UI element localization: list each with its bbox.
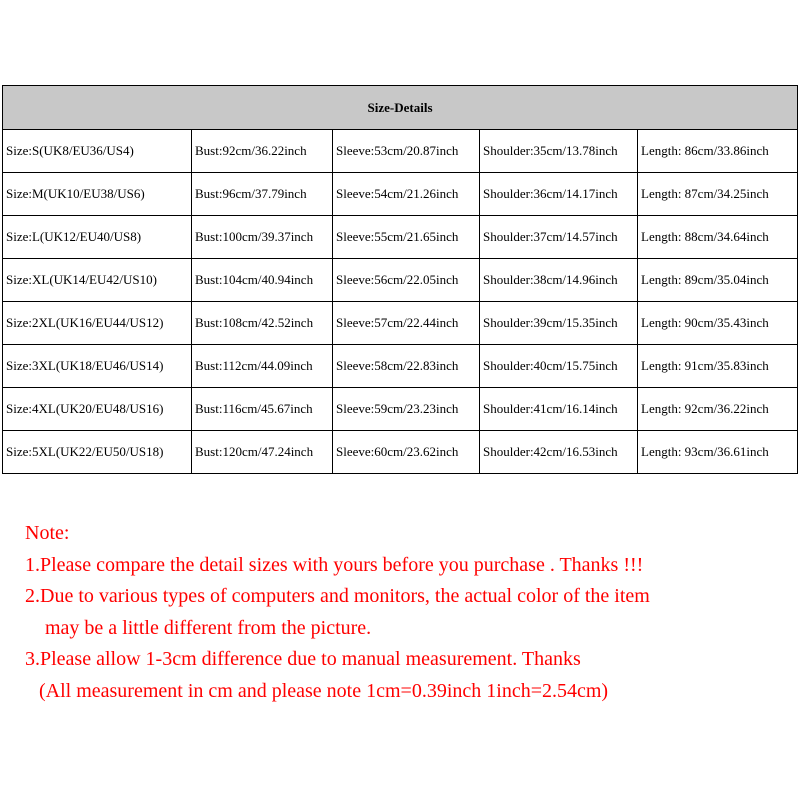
shoulder-cell: Shoulder:38cm/14.96inch (480, 259, 638, 302)
size-cell: Size:4XL(UK20/EU48/US16) (3, 388, 192, 431)
table-row (3, 388, 798, 431)
note-line-3: 3.Please allow 1-3cm difference due to manual measurement. Thanks (25, 648, 581, 670)
sleeve-cell: Sleeve:56cm/22.05inch (333, 259, 480, 302)
length-cell: Length: 87cm/34.25inch (638, 173, 798, 216)
table-row (3, 345, 798, 388)
bust-cell: Bust:92cm/36.22inch (192, 130, 333, 173)
table-row (3, 173, 798, 216)
note-line-4: (All measurement in cm and please note 1cm=0.39inch 1inch=2.54cm) (39, 679, 609, 702)
note-line-1: 1.Please compare the detail sizes with yours before you purchase . Thanks !!! (25, 553, 644, 576)
shoulder-cell: Shoulder:41cm/16.14inch (480, 388, 638, 431)
size-cell: Size:L(UK12/EU40/US8) (3, 216, 192, 259)
shoulder-cell: Shoulder:42cm/16.53inch (480, 431, 638, 474)
length-cell: Length: 89cm/35.04inch (638, 259, 798, 302)
size-details-table (2, 85, 798, 474)
size-cell: Size:2XL(UK16/EU44/US12) (3, 302, 192, 345)
size-cell: Size:3XL(UK18/EU46/US14) (3, 345, 192, 388)
note-heading: Note: (25, 522, 70, 544)
note-line-2b: may be a little different from the picture. (45, 616, 372, 639)
length-cell: Length: 88cm/34.64inch (638, 216, 798, 259)
sleeve-cell: Sleeve:54cm/21.26inch (333, 173, 480, 216)
bust-cell: Bust:116cm/45.67inch (192, 388, 333, 431)
shoulder-cell: Shoulder:40cm/15.75inch (480, 345, 638, 388)
size-cell: Size:S(UK8/EU36/US4) (3, 130, 192, 173)
length-cell: Length: 93cm/36.61inch (638, 431, 798, 474)
table-row (3, 130, 798, 173)
sleeve-cell: Sleeve:53cm/20.87inch (333, 130, 480, 173)
table-title-row (3, 86, 798, 130)
bust-cell: Bust:108cm/42.52inch (192, 302, 333, 345)
table-row (3, 216, 798, 259)
table-title: Size-Details (3, 86, 798, 130)
bust-cell: Bust:96cm/37.79inch (192, 173, 333, 216)
bust-cell: Bust:112cm/44.09inch (192, 345, 333, 388)
bust-cell: Bust:100cm/39.37inch (192, 216, 333, 259)
sleeve-cell: Sleeve:55cm/21.65inch (333, 216, 480, 259)
length-cell: Length: 91cm/35.83inch (638, 345, 798, 388)
shoulder-cell: Shoulder:36cm/14.17inch (480, 173, 638, 216)
table-row (3, 259, 798, 302)
notes-section (25, 518, 795, 707)
size-cell: Size:5XL(UK22/EU50/US18) (3, 431, 192, 474)
shoulder-cell: Shoulder:37cm/14.57inch (480, 216, 638, 259)
sleeve-cell: Sleeve:58cm/22.83inch (333, 345, 480, 388)
size-cell: Size:XL(UK14/EU42/US10) (3, 259, 192, 302)
bust-cell: Bust:104cm/40.94inch (192, 259, 333, 302)
length-cell: Length: 92cm/36.22inch (638, 388, 798, 431)
note-line-2a: 2.Due to various types of computers and monitors, the actual color of the item (25, 585, 650, 607)
sleeve-cell: Sleeve:59cm/23.23inch (333, 388, 480, 431)
length-cell: Length: 86cm/33.86inch (638, 130, 798, 173)
size-cell: Size:M(UK10/EU38/US6) (3, 173, 192, 216)
sleeve-cell: Sleeve:57cm/22.44inch (333, 302, 480, 345)
bust-cell: Bust:120cm/47.24inch (192, 431, 333, 474)
shoulder-cell: Shoulder:39cm/15.35inch (480, 302, 638, 345)
sleeve-cell: Sleeve:60cm/23.62inch (333, 431, 480, 474)
table-row (3, 302, 798, 345)
length-cell: Length: 90cm/35.43inch (638, 302, 798, 345)
table-row (3, 431, 798, 474)
shoulder-cell: Shoulder:35cm/13.78inch (480, 130, 638, 173)
